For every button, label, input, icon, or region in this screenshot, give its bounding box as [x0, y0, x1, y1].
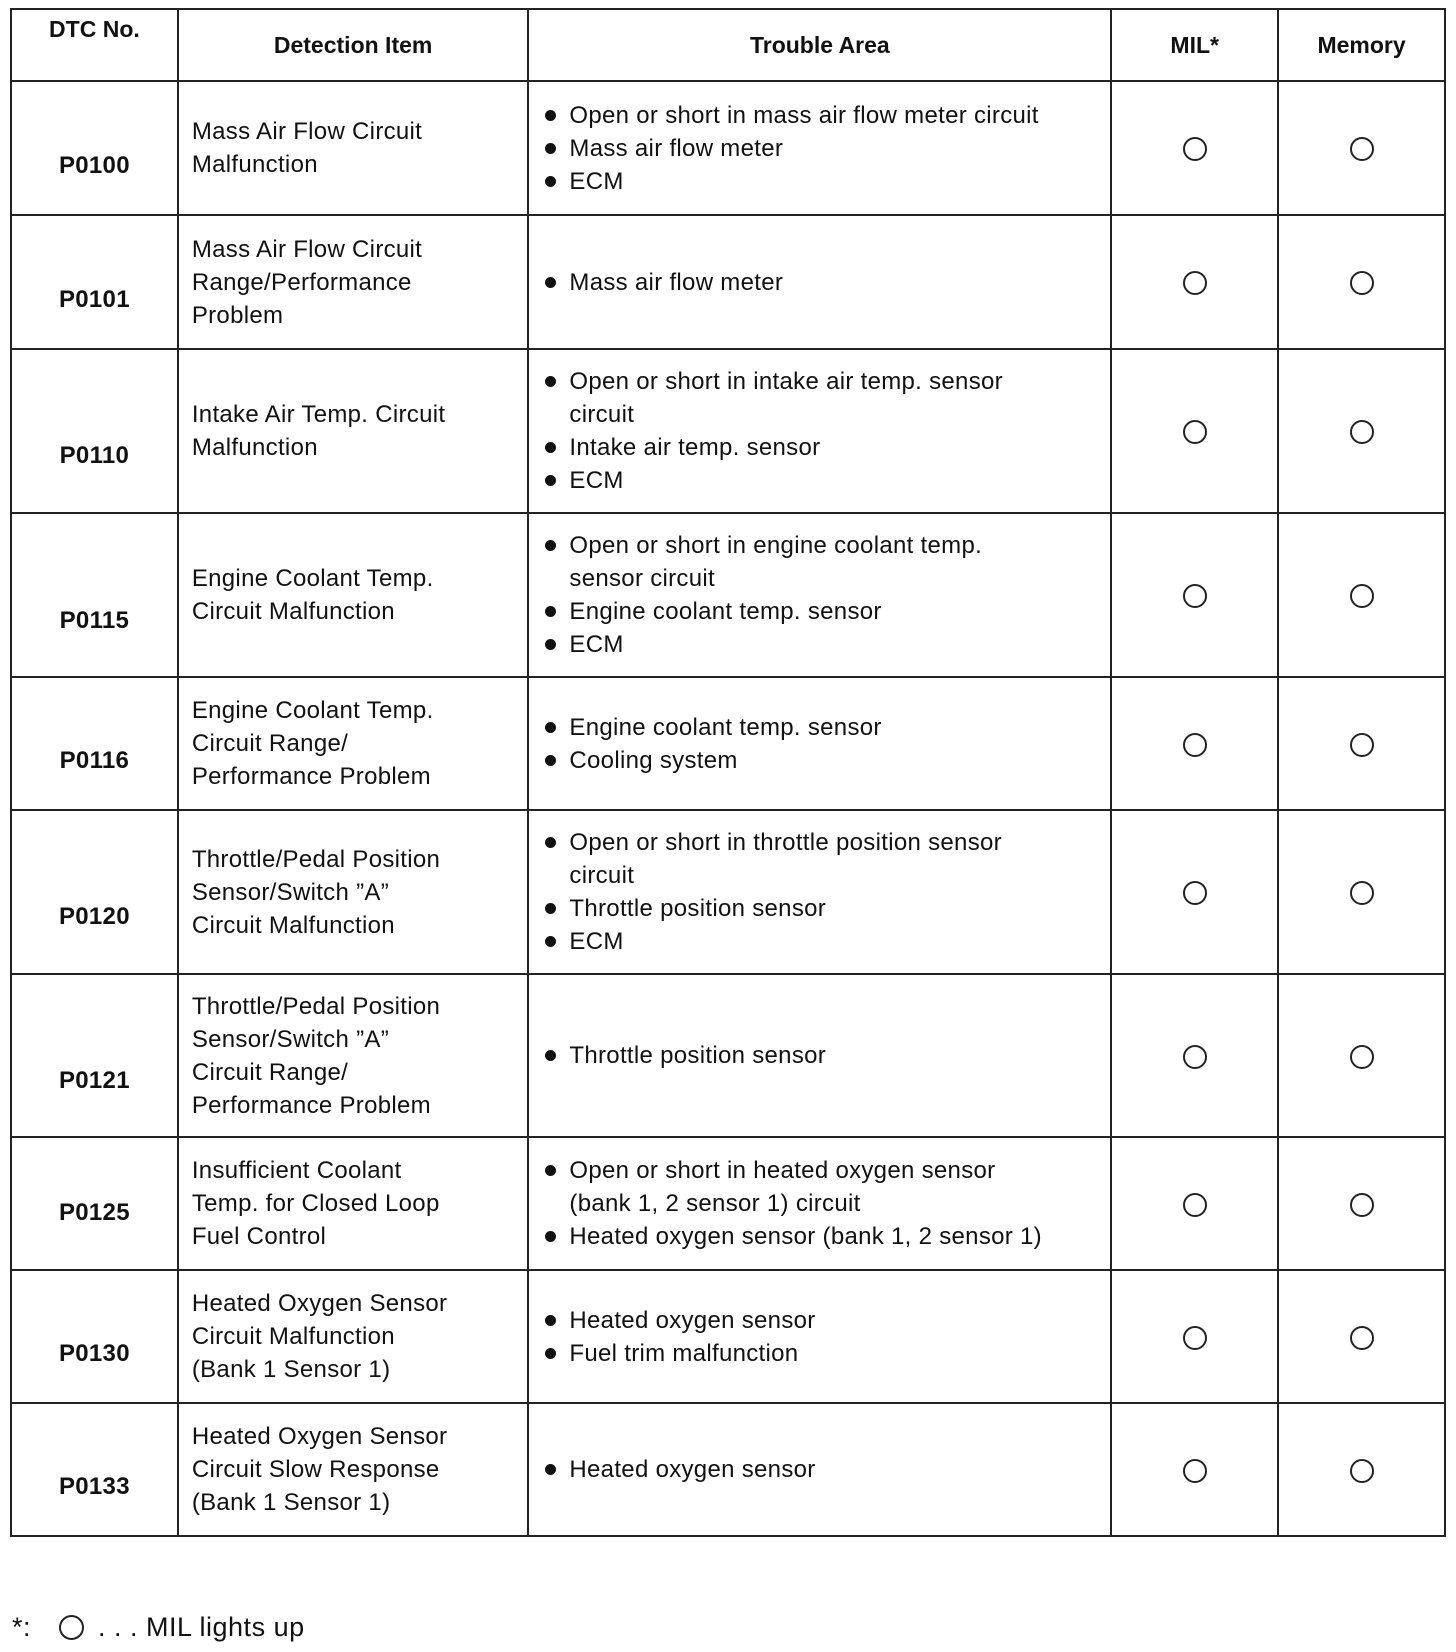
trouble-area-cell	[528, 1270, 1111, 1403]
circle-mark-icon	[1350, 271, 1374, 295]
dtc-code: P0121	[58, 1067, 130, 1094]
trouble-area-text: Cooling system	[569, 746, 738, 774]
trouble-area-text: Open or short in intake air temp. sensor	[569, 368, 1003, 395]
bullet-icon	[545, 176, 556, 187]
bullet-icon	[545, 1464, 556, 1475]
trouble-area-list	[541, 711, 1110, 777]
dtc-code-cell	[11, 513, 178, 677]
trouble-area-text: Heated oxygen sensor (bank 1, 2 sensor 1)	[569, 1223, 1042, 1250]
circle-mark-icon	[1350, 420, 1374, 444]
trouble-area-text: (bank 1, 2 sensor 1) circuit	[569, 1190, 861, 1217]
trouble-area-text: Heated oxygen sensor	[569, 1456, 816, 1483]
trouble-area-list	[541, 1039, 1110, 1072]
trouble-area-list	[541, 99, 1110, 198]
detection-item-cell	[178, 349, 529, 513]
trouble-area-item	[541, 99, 1110, 132]
trouble-area-text: Engine coolant temp. sensor	[569, 598, 882, 625]
header-row	[11, 9, 1445, 81]
footnote-text: . . . MIL lights up	[98, 1612, 305, 1642]
bullet-icon	[545, 936, 556, 947]
mil-cell	[1111, 81, 1278, 215]
dtc-code: P0110	[59, 441, 130, 469]
bullet-icon	[545, 903, 556, 914]
dtc-code-cell	[11, 974, 178, 1137]
trouble-area-item	[541, 892, 1110, 925]
trouble-area-cell	[528, 215, 1111, 349]
trouble-area-item	[541, 1304, 1110, 1337]
circle-mark-icon	[1183, 584, 1207, 608]
detection-item-cell	[178, 810, 529, 974]
trouble-area-item	[541, 711, 1110, 744]
trouble-area-list	[541, 529, 1110, 661]
trouble-area-text: circuit	[569, 862, 635, 889]
bullet-icon	[545, 475, 556, 486]
header-mil: MIL*	[1111, 9, 1278, 81]
mil-cell	[1111, 1270, 1278, 1403]
memory-cell	[1278, 1403, 1445, 1536]
detection-item-line: Engine Coolant Temp.	[191, 565, 434, 592]
header-memory: Memory	[1278, 9, 1445, 81]
header-dtc-no: DTC No.	[11, 9, 178, 81]
detection-item-line: Performance Problem	[191, 763, 431, 790]
detection-item-line: Performance Problem	[191, 1091, 431, 1119]
detection-item-line: Throttle/Pedal Position	[191, 992, 441, 1020]
detection-item-line: Circuit Slow Response	[191, 1456, 440, 1483]
mil-cell	[1111, 513, 1278, 677]
bullet-icon	[545, 1231, 556, 1242]
memory-cell	[1278, 349, 1445, 513]
trouble-area-cell	[528, 81, 1111, 215]
detection-item-line: Engine Coolant Temp.	[191, 697, 434, 724]
memory-cell	[1278, 974, 1445, 1137]
circle-mark-icon	[1350, 137, 1374, 161]
detection-item-line: (Bank 1 Sensor 1)	[191, 1356, 391, 1383]
trouble-area-item	[541, 744, 1110, 777]
detection-item-cell	[178, 513, 529, 677]
detection-item-line: Sensor/Switch ”A”	[191, 1025, 389, 1053]
table-row	[11, 349, 1445, 513]
table-row	[11, 81, 1445, 215]
dtc-code: P0101	[58, 285, 130, 313]
trouble-area-item	[541, 365, 1110, 431]
detection-item-cell	[178, 974, 529, 1137]
trouble-area-text: Mass air flow meter	[569, 134, 784, 162]
detection-item-line: Heated Oxygen Sensor	[191, 1423, 448, 1450]
detection-item-line: Intake Air Temp. Circuit	[191, 401, 446, 428]
bullet-icon	[545, 143, 556, 154]
circle-mark-icon	[1350, 881, 1374, 905]
table-row	[11, 1403, 1445, 1536]
trouble-area-item	[541, 1453, 1110, 1486]
trouble-area-text: Throttle position sensor	[569, 1042, 827, 1069]
trouble-area-text: ECM	[569, 631, 624, 658]
circle-mark-icon	[1350, 733, 1374, 757]
trouble-area-item	[541, 464, 1110, 497]
dtc-table	[10, 8, 1446, 1537]
dtc-code-cell	[11, 215, 178, 349]
detection-item-line: (Bank 1 Sensor 1)	[191, 1489, 391, 1516]
table-row	[11, 677, 1445, 810]
footnote	[12, 1612, 305, 1643]
trouble-area-text: Intake air temp. sensor	[569, 434, 821, 461]
circle-mark-icon	[1350, 1459, 1374, 1483]
bullet-icon	[545, 1315, 556, 1326]
detection-item-line: Mass Air Flow Circuit	[191, 118, 423, 145]
mil-cell	[1111, 349, 1278, 513]
circle-mark-icon	[1183, 137, 1207, 161]
detection-item-line: Circuit Range/	[191, 1058, 349, 1086]
memory-cell	[1278, 81, 1445, 215]
bullet-icon	[545, 1165, 556, 1176]
detection-item-line: Insufficient Coolant	[191, 1157, 402, 1184]
bullet-icon	[545, 837, 556, 848]
trouble-area-text: Open or short in throttle position sensor	[569, 829, 1002, 856]
trouble-area-cell	[528, 677, 1111, 810]
header-detection-item: Detection Item	[178, 9, 529, 81]
footnote-prefix: *:	[12, 1612, 32, 1642]
circle-mark-icon	[1350, 1326, 1374, 1350]
circle-mark-icon	[1183, 1326, 1207, 1350]
detection-item-line: Problem	[191, 301, 284, 329]
dtc-code-cell	[11, 810, 178, 974]
memory-cell	[1278, 677, 1445, 810]
dtc-code: P0116	[59, 747, 130, 774]
bullet-icon	[545, 755, 556, 766]
detection-item-line: Range/Performance	[191, 268, 412, 296]
trouble-area-cell	[528, 1137, 1111, 1270]
bullet-icon	[545, 1050, 556, 1061]
trouble-area-text: Heated oxygen sensor	[569, 1306, 816, 1334]
detection-item-line: Mass Air Flow Circuit	[191, 235, 423, 263]
bullet-icon	[545, 1348, 556, 1359]
mil-cell	[1111, 810, 1278, 974]
circle-mark-icon	[1183, 881, 1207, 905]
dtc-code: P0120	[58, 902, 130, 930]
trouble-area-item	[541, 1154, 1110, 1220]
memory-cell	[1278, 1137, 1445, 1270]
detection-item-line: Circuit Malfunction	[191, 911, 395, 939]
trouble-area-cell	[528, 1403, 1111, 1536]
trouble-area-text: ECM	[569, 467, 624, 494]
dtc-code: P0125	[58, 1199, 130, 1226]
memory-cell	[1278, 810, 1445, 974]
trouble-area-text: ECM	[569, 928, 624, 955]
dtc-code: P0115	[59, 606, 130, 634]
dtc-code: P0133	[58, 1473, 130, 1500]
mil-cell	[1111, 215, 1278, 349]
dtc-code: P0100	[58, 151, 130, 179]
table-row	[11, 1270, 1445, 1403]
circle-mark-icon	[1350, 1045, 1374, 1069]
bullet-icon	[545, 110, 556, 121]
detection-item-line: Circuit Malfunction	[191, 598, 395, 625]
trouble-area-text: Open or short in mass air flow meter circuit	[569, 101, 1039, 129]
trouble-area-item	[541, 925, 1110, 958]
circle-mark-icon	[1183, 1045, 1207, 1069]
trouble-area-item	[541, 266, 1110, 299]
detection-item-line: Malfunction	[191, 434, 318, 461]
bullet-icon	[545, 606, 556, 617]
trouble-area-text: Fuel trim malfunction	[569, 1339, 799, 1367]
detection-item-cell	[178, 81, 529, 215]
trouble-area-text: ECM	[569, 167, 624, 195]
bullet-icon	[545, 277, 556, 288]
trouble-area-item	[541, 826, 1110, 892]
trouble-area-item	[541, 1337, 1110, 1370]
detection-item-line: Temp. for Closed Loop	[191, 1190, 440, 1217]
memory-cell	[1278, 1270, 1445, 1403]
dtc-code: P0130	[58, 1340, 130, 1367]
trouble-area-text: circuit	[569, 401, 635, 428]
table-row	[11, 215, 1445, 349]
dtc-code-cell	[11, 349, 178, 513]
dtc-code-cell	[11, 677, 178, 810]
circle-mark-icon	[1183, 733, 1207, 757]
trouble-area-list	[541, 1453, 1110, 1486]
detection-item-cell	[178, 1137, 529, 1270]
detection-item-line: Malfunction	[191, 151, 318, 178]
trouble-area-text: Throttle position sensor	[569, 895, 827, 922]
mil-cell	[1111, 1403, 1278, 1536]
header-trouble-area: Trouble Area	[528, 9, 1111, 81]
memory-cell	[1278, 215, 1445, 349]
detection-item-line: Fuel Control	[191, 1223, 327, 1250]
detection-item-line: Circuit Range/	[191, 730, 349, 757]
detection-item-cell	[178, 1270, 529, 1403]
circle-mark-icon	[1350, 1193, 1374, 1217]
trouble-area-item	[541, 132, 1110, 165]
circle-mark-icon	[59, 1615, 84, 1640]
trouble-area-item	[541, 431, 1110, 464]
bullet-icon	[545, 376, 556, 387]
circle-mark-icon	[1183, 1459, 1207, 1483]
dtc-code-cell	[11, 81, 178, 215]
circle-mark-icon	[1183, 420, 1207, 444]
detection-item-line: Sensor/Switch ”A”	[191, 878, 389, 906]
detection-item-line: Circuit Malfunction	[191, 1323, 395, 1350]
trouble-area-item	[541, 165, 1110, 198]
table-row	[11, 810, 1445, 974]
trouble-area-cell	[528, 974, 1111, 1137]
trouble-area-text: Open or short in heated oxygen sensor	[569, 1157, 996, 1184]
mil-cell	[1111, 1137, 1278, 1270]
trouble-area-text: Open or short in engine coolant temp.	[569, 532, 983, 559]
circle-mark-icon	[1350, 584, 1374, 608]
trouble-area-item	[541, 1039, 1110, 1072]
circle-mark-icon	[1183, 271, 1207, 295]
trouble-area-text: sensor circuit	[569, 565, 715, 592]
bullet-icon	[545, 722, 556, 733]
dtc-code-cell	[11, 1137, 178, 1270]
detection-item-cell	[178, 1403, 529, 1536]
table-row	[11, 1137, 1445, 1270]
trouble-area-text: Mass air flow meter	[569, 268, 784, 296]
trouble-area-list	[541, 266, 1110, 299]
trouble-area-item	[541, 595, 1110, 628]
bullet-icon	[545, 442, 556, 453]
circle-mark-icon	[1183, 1193, 1207, 1217]
trouble-area-text: Engine coolant temp. sensor	[569, 713, 882, 741]
detection-item-line: Throttle/Pedal Position	[191, 845, 441, 873]
trouble-area-item	[541, 529, 1110, 595]
trouble-area-cell	[528, 810, 1111, 974]
dtc-code-cell	[11, 1270, 178, 1403]
mil-cell	[1111, 974, 1278, 1137]
detection-item-cell	[178, 677, 529, 810]
trouble-area-cell	[528, 513, 1111, 677]
table-row	[11, 974, 1445, 1137]
trouble-area-list	[541, 1154, 1110, 1253]
memory-cell	[1278, 513, 1445, 677]
trouble-area-list	[541, 1304, 1110, 1370]
trouble-area-item	[541, 628, 1110, 661]
mil-cell	[1111, 677, 1278, 810]
table-body	[11, 81, 1445, 1536]
detection-item-line: Heated Oxygen Sensor	[191, 1290, 448, 1317]
trouble-area-list	[541, 365, 1110, 497]
bullet-icon	[545, 639, 556, 650]
trouble-area-list	[541, 826, 1110, 958]
trouble-area-cell	[528, 349, 1111, 513]
table-row	[11, 513, 1445, 677]
trouble-area-item	[541, 1220, 1110, 1253]
detection-item-cell	[178, 215, 529, 349]
dtc-code-cell	[11, 1403, 178, 1536]
bullet-icon	[545, 540, 556, 551]
